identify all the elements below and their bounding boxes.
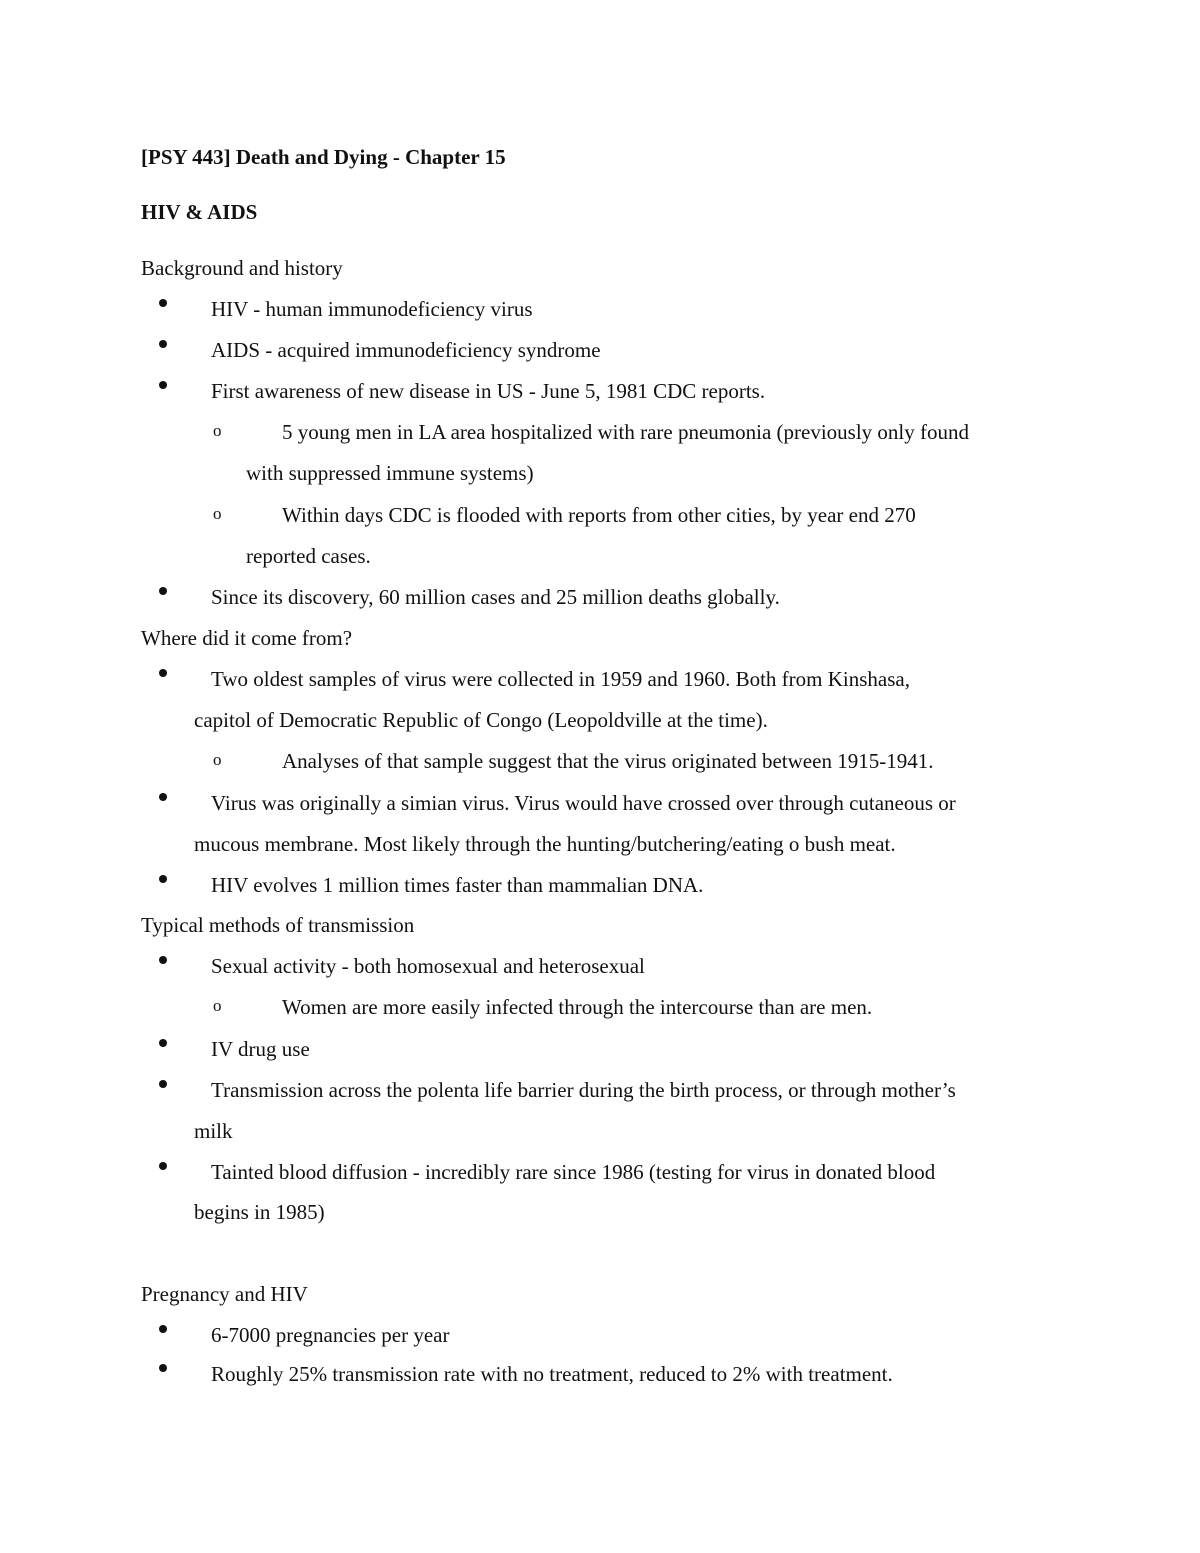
sub-bullet-marker: o: [213, 421, 222, 440]
bullet-marker: [159, 669, 167, 677]
list-item: IV drug use: [211, 1037, 310, 1061]
list-item: 6-7000 pregnancies per year: [211, 1323, 450, 1347]
bullet-marker: [159, 381, 167, 389]
list-item: Transmission across the polenta life barrier during the birth process, or through mother’s: [211, 1078, 956, 1102]
list-item: Roughly 25% transmission rate with no treatment, reduced to 2% with treatment.: [211, 1362, 893, 1386]
bullet-marker: [159, 340, 167, 348]
section-heading-background: Background and history: [141, 256, 343, 280]
bullet-marker: [159, 1080, 167, 1088]
bullet-marker: [159, 956, 167, 964]
sub-bullet-marker: o: [213, 750, 222, 769]
list-item: HIV evolves 1 million times faster than mammalian DNA.: [211, 873, 704, 897]
list-item: Virus was originally a simian virus. Virus would have crossed over through cutaneous or: [211, 791, 956, 815]
sub-bullet-marker: o: [213, 504, 222, 523]
section-heading-pregnancy: Pregnancy and HIV: [141, 1282, 308, 1306]
list-item: Sexual activity - both homosexual and heterosexual: [211, 954, 645, 978]
list-item: First awareness of new disease in US - June 5, 1981 CDC reports.: [211, 379, 766, 403]
sub-list-item: 5 young men in LA area hospitalized with rare pneumonia (previously only found: [282, 420, 970, 444]
sub-list-item-continuation: reported cases.: [246, 544, 371, 568]
list-item-continuation: begins in 1985): [194, 1200, 325, 1224]
sub-bullet-marker: o: [213, 996, 222, 1015]
list-item: Two oldest samples of virus were collected in 1959 and 1960. Both from Kinshasa,: [211, 667, 910, 691]
bullet-marker: [159, 1364, 167, 1372]
section-heading-transmission: Typical methods of transmission: [141, 913, 415, 937]
list-item-continuation: capitol of Democratic Republic of Congo (Leopoldville at the time).: [194, 708, 768, 732]
list-item-continuation: mucous membrane. Most likely through the hunting/butchering/eating o bush meat.: [194, 832, 896, 856]
bullet-marker: [159, 875, 167, 883]
list-item: Since its discovery, 60 million cases and 25 million deaths globally.: [211, 585, 780, 609]
section-heading-origin: Where did it come from?: [141, 626, 353, 650]
bullet-marker: [159, 1325, 167, 1333]
sub-list-item: Women are more easily infected through the intercourse than are men.: [282, 995, 873, 1019]
bullet-marker: [159, 793, 167, 801]
list-item: AIDS - acquired immunodeficiency syndrome: [211, 338, 601, 362]
bullet-marker: [159, 587, 167, 595]
list-item-continuation: milk: [194, 1119, 233, 1143]
list-item: HIV - human immunodeficiency virus: [211, 297, 533, 321]
list-item: Tainted blood diffusion - incredibly rare since 1986 (testing for virus in donated blood: [211, 1160, 936, 1184]
document-title: [PSY 443] Death and Dying - Chapter 15: [141, 145, 506, 169]
sub-list-item-continuation: with suppressed immune systems): [246, 461, 534, 485]
bullet-marker: [159, 299, 167, 307]
bullet-marker: [159, 1039, 167, 1047]
sub-list-item: Analyses of that sample suggest that the virus originated between 1915-1941.: [282, 749, 934, 773]
document-subtitle: HIV & AIDS: [141, 200, 258, 224]
sub-list-item: Within days CDC is flooded with reports from other cities, by year end 270: [282, 503, 916, 527]
bullet-marker: [159, 1162, 167, 1170]
